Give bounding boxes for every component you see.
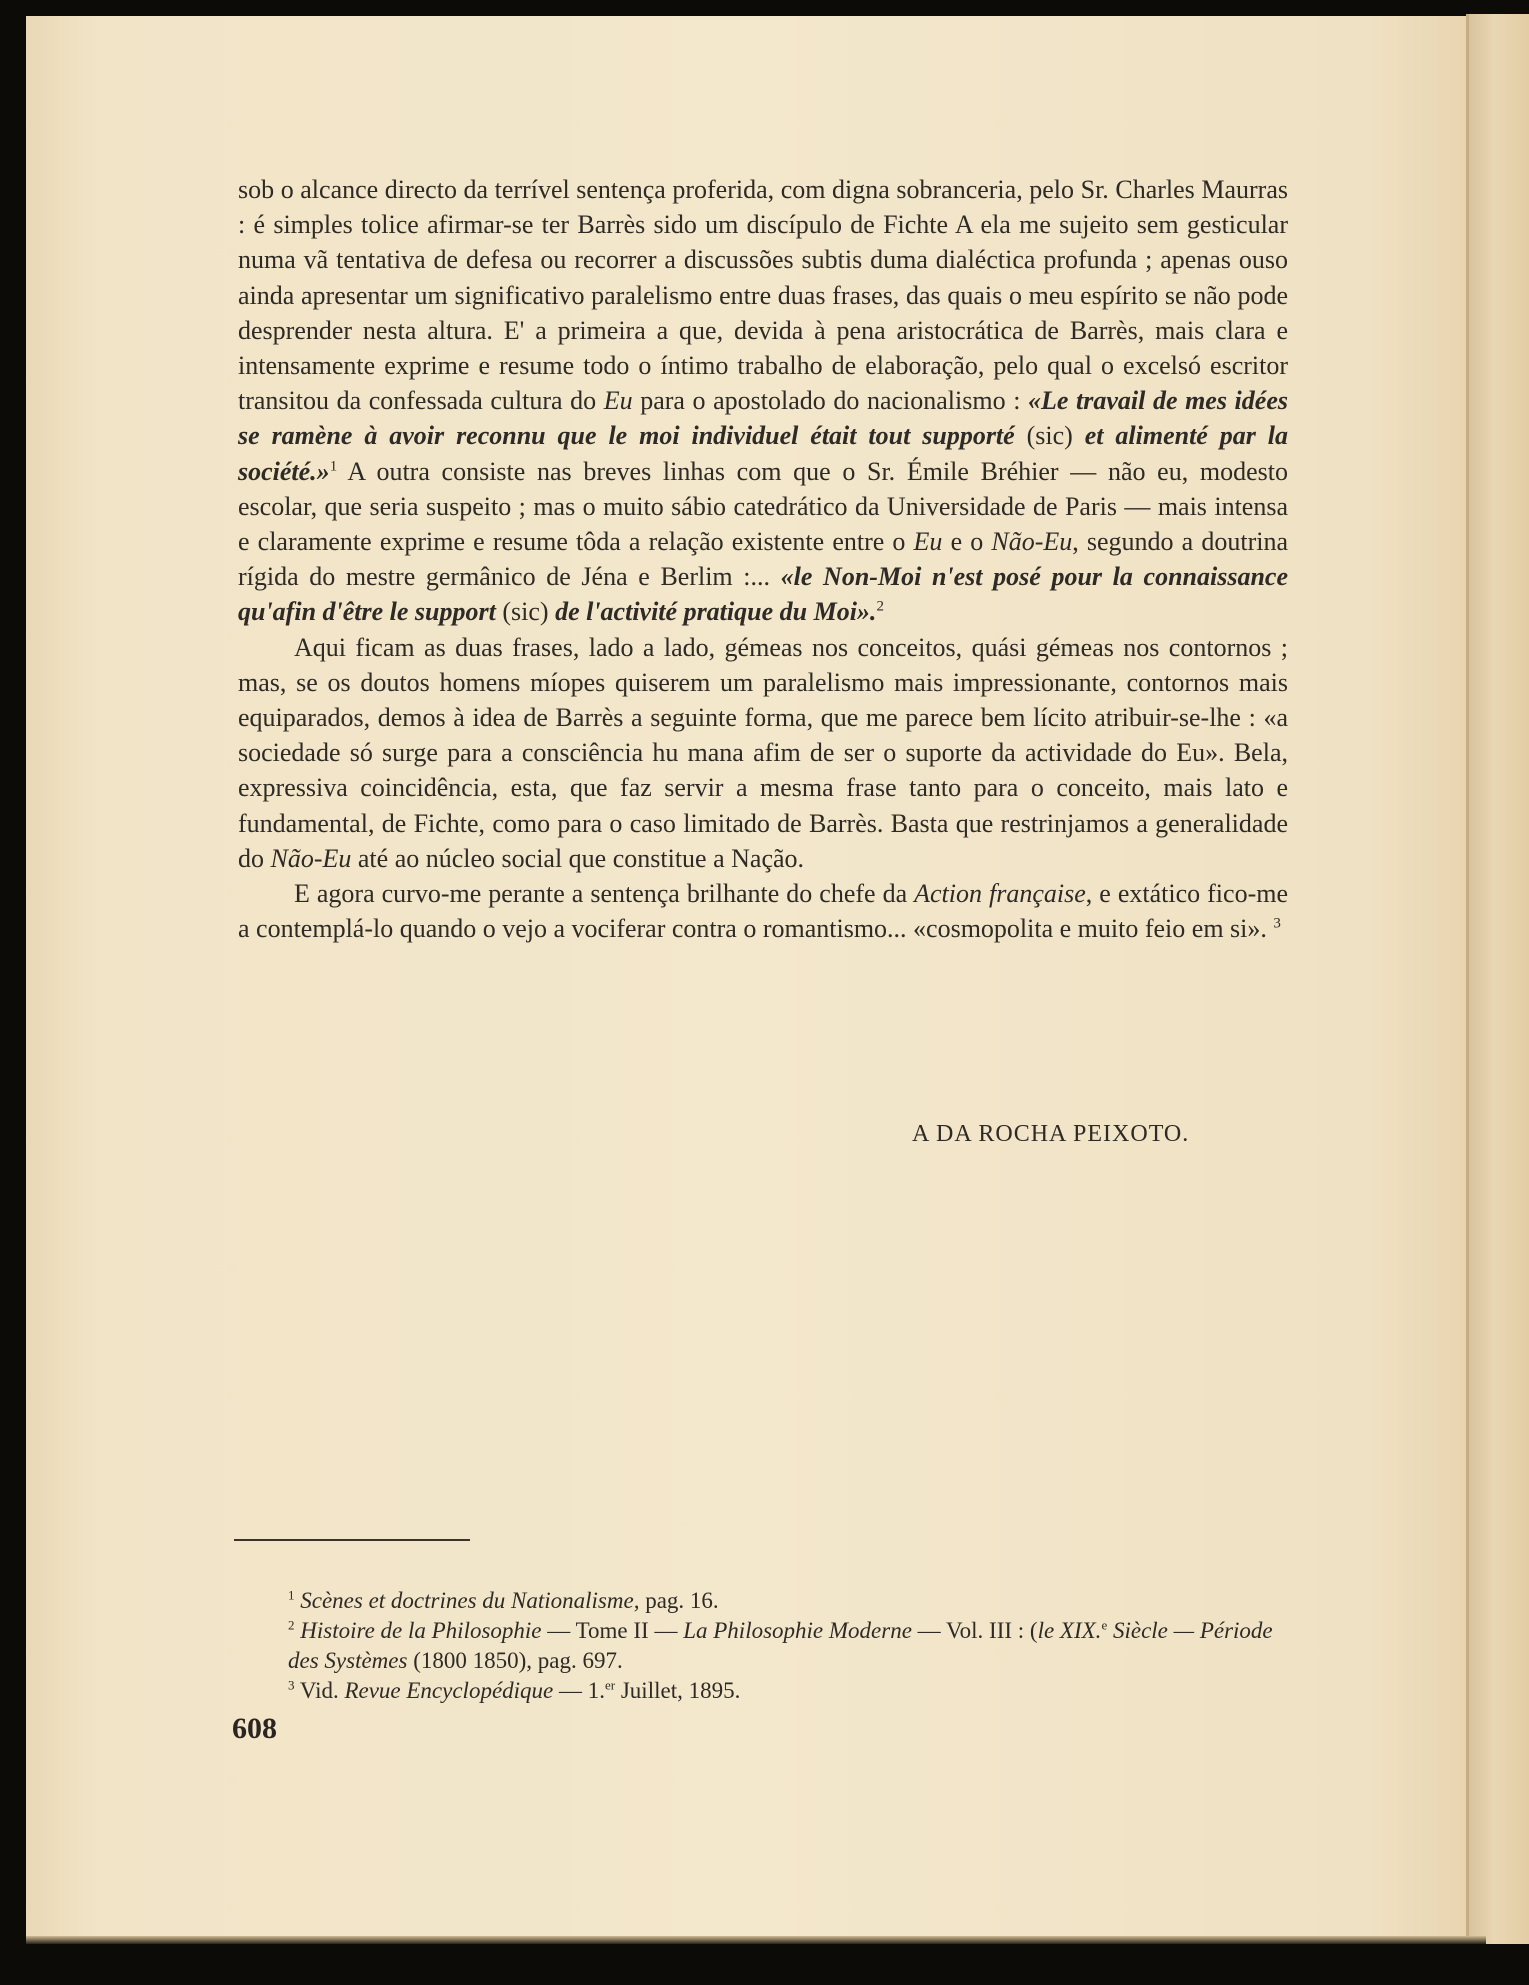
paragraph-note-marker: 1 — [329, 457, 338, 474]
paragraph-text-run: (sic) — [495, 597, 556, 627]
paragraph-quote-run: et alimenté par la société.» — [238, 421, 1289, 486]
footnote-text-run: (1800 1850), pag. 697. — [407, 1648, 623, 1673]
paragraph-2 — [238, 630, 1288, 876]
footnote-italic-run: le XIX. — [1037, 1618, 1102, 1643]
footnote-note-marker: 3 — [288, 1677, 295, 1693]
footnote-italic-run: Revue Encyclopédique — [344, 1678, 554, 1703]
paragraph-text-run: até ao núcleo social que constitue a Nação. — [351, 843, 805, 873]
paragraph-text-run: , e extático fico-me a contemplá-lo quando o vejo a vociferar contra o romantismo... «cosmopolita e muito feio em si». — [238, 879, 1288, 944]
footnote-note-marker: er — [605, 1677, 616, 1693]
paragraph-text-run: E agora curvo-me perante a sentença brilhante do chefe da — [294, 879, 915, 909]
paragraph-text-run: e o — [942, 527, 992, 557]
paragraph-1 — [238, 172, 1288, 630]
paragraph-italic-run: Não-Eu — [991, 527, 1073, 557]
footnote-3 — [236, 1676, 1286, 1706]
paragraph-italic-run: Eu — [913, 527, 943, 557]
page-number: 608 — [232, 1712, 277, 1745]
paragraph-text-run: (sic) — [1014, 421, 1085, 451]
paragraph-text-run: , segundo a doutrina rígida do mestre germânico de Jéna e Berlim :... — [238, 527, 1289, 592]
paragraph-italic-run: Não-Eu — [270, 843, 352, 873]
paragraph-text-run: para o apostolado do nacionalismo : — [632, 386, 1029, 416]
footnote-italic-run: Scènes et doctrines du Nationalisme, — [300, 1588, 640, 1613]
footnote-text-run: Vid. — [294, 1678, 345, 1703]
footnote-italic-run: Histoire de la Philosophie — [300, 1618, 542, 1643]
footnote-italic-run: La Philosophie Moderne — [683, 1618, 912, 1643]
footnote-text-run: — Tome II — — [541, 1618, 684, 1643]
footnote-note-marker: 2 — [288, 1617, 295, 1633]
paragraph-text-run: Aqui ficam as duas frases, lado a lado, gémeas nos conceitos, quási gémeas nos contornos ; mas, se os doutos homens míopes quiserem um paralelismo mais impressionante, contornos mais equiparados, demos à idea de Barrès a seguinte forma, que me parece bem lícito atribuir-se-lhe : «a sociedade só surge para a consciência hu mana afim de ser o suporte da actividade do Eu». Bela, expressiva coincidência, esta, que faz servir a mesma frase tanto para o conceito, mais lato e fundamental, de Fichte, como para o caso limitado de Barrès. Basta que restrinjamos a generalidade do — [238, 632, 1288, 873]
author-signature: A DA ROCHA PEIXOTO. — [912, 1121, 1190, 1147]
body-text — [238, 172, 1288, 946]
paragraph-italic-run: Action française — [914, 879, 1086, 909]
footnote-1 — [236, 1586, 1286, 1616]
footnote-note-marker: 1 — [288, 1587, 295, 1603]
paragraph-text-run: sob o alcance directo da terrível sentença proferida, com digna sobranceria, pelo Sr. Charles Maurras : é simples tolice afirmar-se ter Barrès sido um discípulo de Fichte A ela me sujeito sem gesticular numa vã tentativa de defesa ou recorrer a discussões subtis duma dialéctica profunda ; apenas ouso ainda apresentar um significativo paralelismo entre duas frases, das quais o meu espírito se não pode desprender nesta altura. E' a primeira a que, devida à pena aristocrática de Barrès, mais clara e intensamente exprime e resume todo o íntimo trabalho de elaboração, pelo qual o excelsó escritor transitou da confessada cultura do — [238, 175, 1288, 416]
paragraph-note-marker: 3 — [1273, 915, 1281, 932]
footnote-text-run: — Vol. III : ( — [911, 1618, 1038, 1643]
paragraph-note-marker: 2 — [876, 598, 884, 615]
next-page-edge — [1466, 14, 1529, 1944]
footnotes — [236, 1586, 1286, 1706]
footnote-text-run: — 1. — [553, 1678, 605, 1703]
footnote-text-run: Juillet, 1895. — [615, 1678, 741, 1703]
paragraph-italic-run: Eu — [603, 386, 633, 416]
footnote-2 — [236, 1616, 1286, 1676]
paragraph-quote-run: de l'activité pratique du Moi». — [555, 597, 877, 627]
footnote-note-marker: e — [1101, 1617, 1108, 1633]
paragraph-quote-run: «Le travail de mes idées se ramène à avoir reconnu que le moi individuel était tout supporté — [238, 386, 1288, 451]
footnote-separator — [234, 1539, 470, 1541]
footnote-italic-run: Siècle — Période des Systèmes — [288, 1618, 1273, 1673]
paragraph-3 — [238, 876, 1288, 946]
paragraph-text-run: A outra consiste nas breves linhas com que o Sr. Émile Bréhier — não eu, modesto escolar, que seria suspeito ; mas o muito sábio catedrático da Universidade de Paris — mais intensa e claramente exprime e resume tôda a relação existente entre o — [238, 456, 1288, 557]
paragraph-quote-run: «le Non-Moi n'est posé pour la connaissance qu'afin d'être le support — [238, 562, 1288, 627]
page-bottom-shadow — [26, 1936, 1486, 1944]
footnote-text-run: pag. 16. — [639, 1588, 719, 1613]
